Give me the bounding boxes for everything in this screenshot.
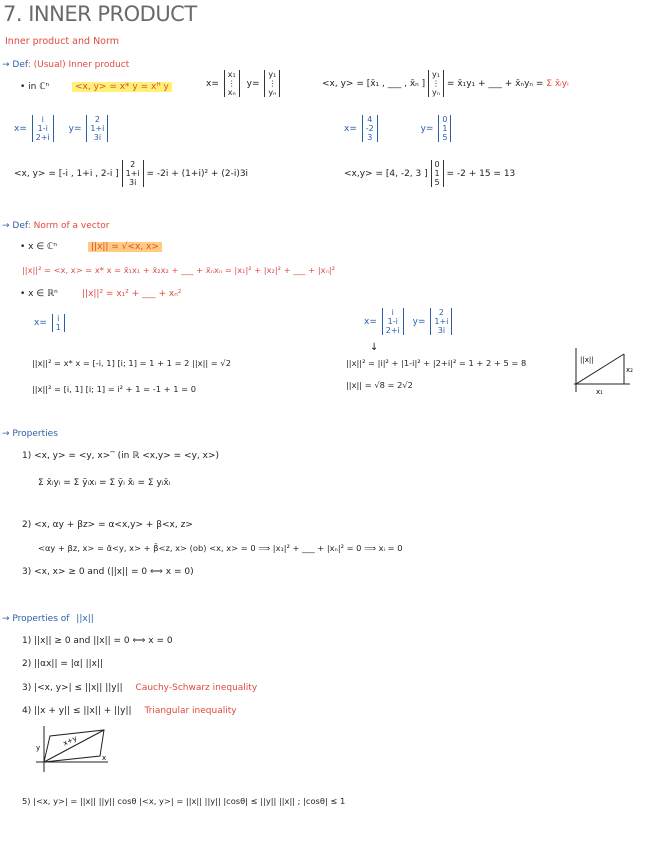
n3-name: Cauchy-Schwarz inequality [135, 683, 258, 693]
expansion-right: = x̄₁y₁ + ___ + x̄ₙyₙ = [446, 79, 544, 89]
n4-name: Triangular inequality [144, 706, 237, 716]
norm-property-2: 2) ||αx|| = |α| ||x|| [22, 659, 104, 669]
ex1-x-matrix [52, 314, 65, 332]
def2-ex1-vector [34, 314, 65, 332]
calc-vector [431, 160, 444, 187]
down-arrow-icon: ↓ [370, 342, 379, 353]
sum-text: Σ x̄ᵢyᵢ [546, 79, 569, 89]
vec-entry: 3 [367, 133, 373, 142]
ex2-vectors [344, 115, 451, 142]
ex1-x-matrix [32, 115, 54, 142]
vec-entry: 3i [128, 178, 137, 187]
def2-ex2-calc1: ||x||² = |i|² + |1-i|² + |2+i|² = 1 + 2 + 5 = 8 [346, 358, 527, 368]
calc-vector [122, 160, 144, 187]
def2-ex2-calc2: ||x|| = √8 = 2√2 [346, 380, 413, 390]
heading-text: → Properties of [2, 614, 70, 624]
def-label: : (Usual) Inner product [27, 60, 130, 70]
vec-entry: 5 [434, 178, 440, 187]
property-1: 1) <x, y> = <y, x>‾ (in ℝ <x,y> = <y, x>) [22, 451, 220, 461]
vec-entry: 2+i [35, 133, 50, 142]
vec-entry: y₁ [268, 70, 277, 79]
vec-entry: 2 [130, 160, 136, 169]
ex1-vectors [14, 115, 108, 142]
properties-heading: → Properties [2, 429, 58, 439]
def1-highlight: <x, y> = x* y = xᴴ y [72, 82, 172, 92]
def1-line-intro: • in ℂⁿ [20, 82, 50, 92]
vec-entry: 1 [55, 323, 61, 332]
property-3: 3) <x, x> ≥ 0 and (||x|| = 0 ⟺ x = 0) [22, 567, 194, 577]
vec-entry: yₙ [268, 88, 277, 97]
y-vector-matrix [264, 70, 280, 97]
def-inner-product-heading [2, 60, 129, 70]
x-label: x= [206, 78, 219, 89]
vec-entry: i [391, 308, 394, 317]
x-label: x= [14, 123, 27, 134]
def2-line3: ||x||² = x₁² + ___ + xₙ² [82, 289, 182, 299]
fig-x1-label: x₁ [596, 388, 603, 396]
vec-entry: ⋮ [227, 79, 236, 88]
vec-entry: 1+i [90, 124, 105, 133]
norm-properties-heading [2, 614, 94, 624]
calc-left: <x, y> = [-i , 1+i , 2-i ] [14, 169, 119, 179]
fig-y-label: y [36, 744, 41, 752]
vec-entry: x₁ [227, 70, 236, 79]
vec-entry: 0 [434, 160, 440, 169]
vec-entry: i [41, 115, 44, 124]
def1-expansion [322, 70, 569, 97]
calc-left: <x,y> = [4, -2, 3 ] [344, 169, 428, 179]
fig-x2-label: x₂ [626, 366, 633, 374]
x-label: x= [364, 316, 377, 327]
def2-ex1-calc2: ||x||² = [i, 1] [i; 1] = i² + 1 = -1 + 1 = 0 [32, 384, 196, 394]
vec-entry: 3i [93, 133, 102, 142]
ex2-calculation [344, 160, 515, 187]
n3-text: 3) |<x, y>| ≤ ||x|| ||y|| [22, 683, 123, 693]
ex2-x-matrix [362, 115, 378, 142]
ex2-y-matrix [438, 115, 451, 142]
def-label: : Norm of a vector [27, 221, 110, 231]
vec-entry: i [57, 314, 60, 323]
n4-text: 4) ||x + y|| ≤ ||x|| + ||y|| [22, 706, 132, 716]
def2-ex2-vectors [364, 308, 452, 335]
def-prefix: → Def [2, 60, 28, 70]
vec-entry: 2+i [385, 326, 400, 335]
x-label: x= [34, 318, 47, 328]
vec-entry: 1+i [434, 317, 449, 326]
norm-property-5: 5) |<x, y>| = ||x|| ||y|| cosθ |<x, y>| = ||x|| ||y|| |cosθ| ≤ ||y|| ||x|| ; |cosθ| ≤ 1 [22, 796, 346, 806]
expansion-vector [428, 70, 444, 97]
x-vector-matrix [224, 70, 240, 97]
vec-entry: 5 [442, 133, 448, 142]
def-norm-heading [2, 221, 109, 231]
vec-entry: 2 [438, 308, 444, 317]
def2-line3-intro: • x ∈ ℝⁿ [20, 289, 58, 299]
norm-property-4 [22, 706, 237, 716]
ex1-y-matrix [86, 115, 108, 142]
expansion-left: <x, y> = [x̄₁ , ___ , x̄ₙ ] [322, 79, 426, 89]
x-label: x= [344, 123, 357, 134]
vec-entry: 3i [437, 326, 446, 335]
fig-xy-label: x+y [61, 734, 79, 748]
vec-entry: ⋮ [268, 79, 277, 88]
def2-line2: ||x||² = <x, x> = x* x = x̄₁x₁ + x̄₂x₂ + ___ + x̄ₙxₙ = |x₁|² + |x₂|² + ___ + |xₙ|² [22, 265, 335, 275]
vec-entry: 2 [94, 115, 100, 124]
def-prefix: → Def [2, 221, 28, 231]
calc-right: = -2i + (1+i)² + (2-i)3i [146, 169, 249, 179]
vec-entry: xₙ [227, 88, 236, 97]
y-label: y= [412, 316, 426, 327]
page-title: 7. INNER PRODUCT [3, 2, 197, 26]
property-1-detail: Σ x̄ᵢyᵢ = Σ ȳᵢxᵢ = Σ ȳᵢ x̄̄ᵢ = Σ yᵢx̄ᵢ [38, 478, 171, 488]
norm-property-3 [22, 683, 257, 693]
vec-entry: y₁ [432, 70, 440, 79]
fig-norm-label: ||x|| [580, 356, 594, 364]
fig-x-label: x [102, 754, 107, 762]
def1-x-vector [206, 70, 280, 97]
def2-ex1-calc1: ||x||² = x* x = [-i, 1] [i; 1] = 1 + 1 = 2 ||x|| = √2 [32, 358, 231, 368]
ex2-x-matrix [382, 308, 404, 335]
norm-triangle-figure [566, 342, 636, 396]
calc-right: = -2 + 15 = 13 [446, 169, 516, 179]
def2-line1-intro: • x ∈ ℂⁿ [20, 242, 57, 252]
def2-highlight: ||x|| = √<x, x> [88, 242, 162, 252]
y-label: y= [420, 123, 434, 134]
triangle-inequality-figure [30, 722, 114, 774]
property-2: 2) <x, αy + βz> = α<x,y> + β<x, z> [22, 520, 193, 530]
vec-entry: 1+i [125, 169, 140, 178]
y-label: y= [68, 123, 82, 134]
vec-entry: 0 [442, 115, 448, 124]
ex1-calculation [14, 160, 248, 187]
section-subtitle: Inner product and Norm [5, 36, 119, 47]
vec-entry: 1 [434, 169, 440, 178]
vec-entry: 1-i [37, 124, 48, 133]
property-2-detail: <αy + βz, x> = ᾱ<y, x> + β̄<z, x> (ob) <x, x> = 0 ⟹ |x₁|² + ___ + |xₙ|² = 0 ⟹ xᵢ = 0 [38, 543, 403, 553]
y-label: y= [246, 78, 260, 89]
heading-norm: ||x|| [76, 614, 94, 624]
vec-entry: yₙ [432, 88, 440, 97]
ex2-y-matrix [430, 308, 452, 335]
vec-entry: 1 [442, 124, 448, 133]
vec-entry: -2 [365, 124, 374, 133]
norm-property-1: 1) ||x|| ≥ 0 and ||x|| = 0 ⟺ x = 0 [22, 636, 173, 646]
vec-entry: ⋮ [432, 79, 440, 88]
vec-entry: 1-i [387, 317, 398, 326]
vec-entry: 4 [367, 115, 373, 124]
